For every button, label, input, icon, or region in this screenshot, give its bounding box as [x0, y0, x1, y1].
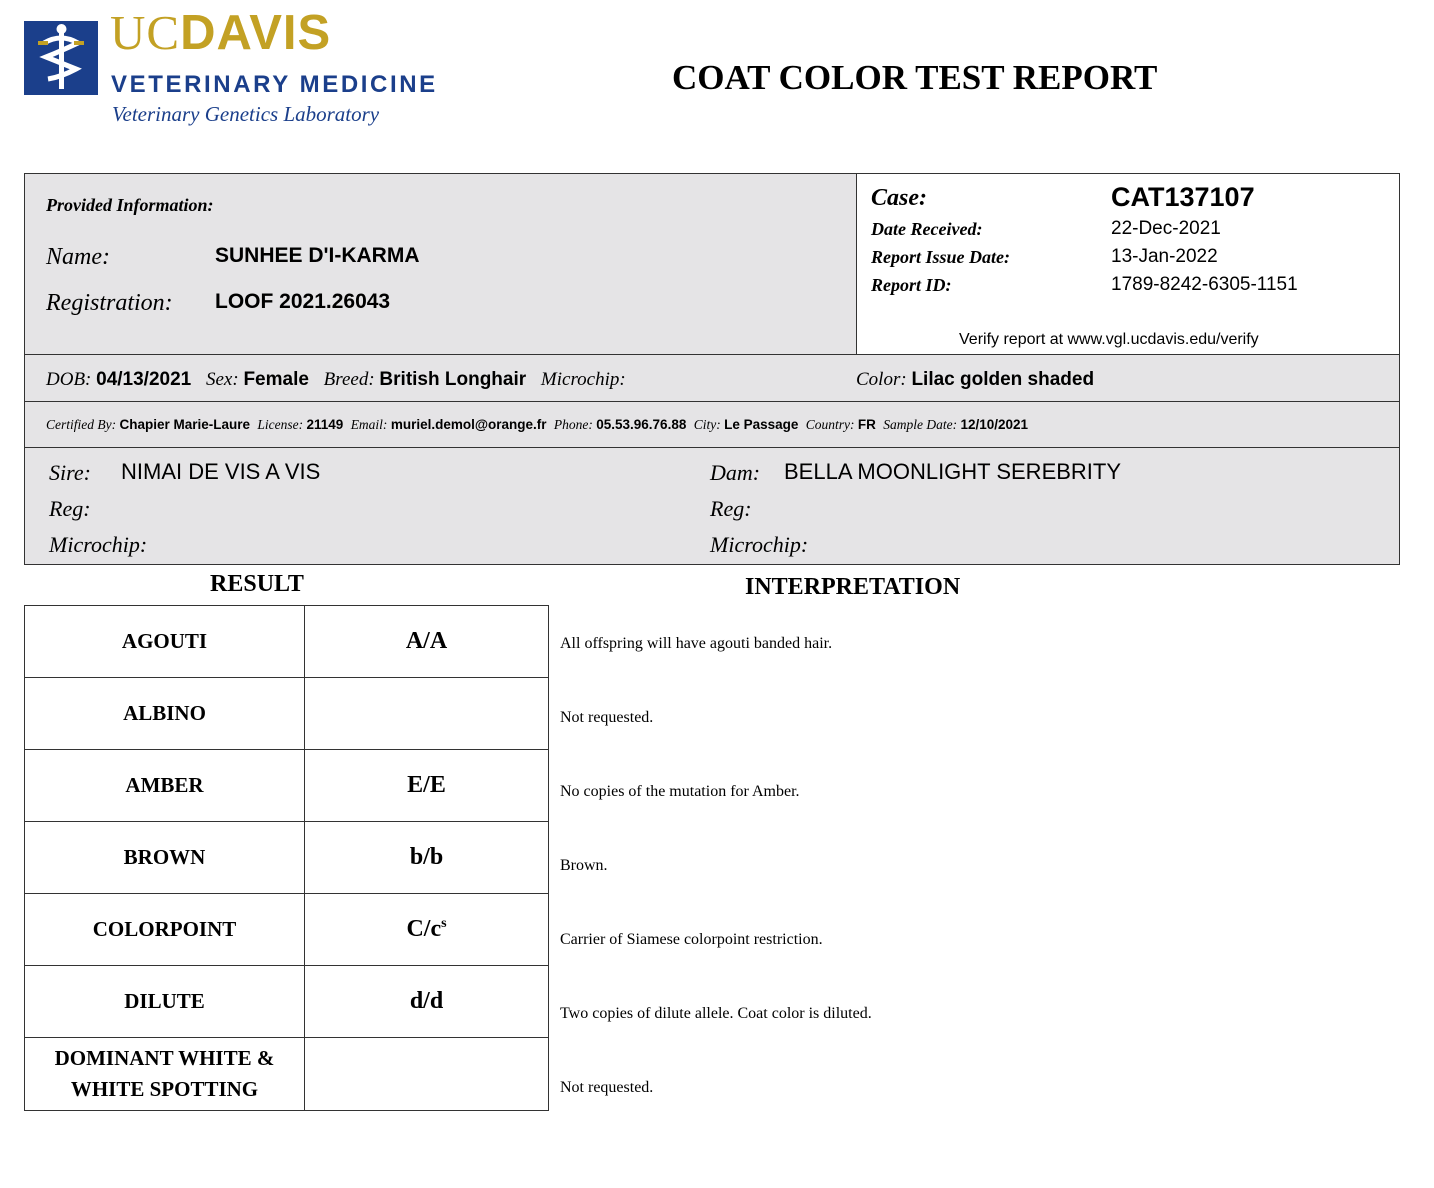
table-row — [25, 894, 549, 966]
interpretation-text: Carrier of Siamese colorpoint restriction. — [560, 931, 823, 948]
sex-label: Sex: — [205, 369, 239, 390]
city-label: City: — [693, 417, 721, 432]
certification-details — [46, 418, 1028, 432]
certified-by-value: Chapier Marie-Laure — [119, 417, 251, 432]
case-label: Case: — [871, 185, 927, 211]
genotype — [305, 678, 549, 750]
interpretation-text: No copies of the mutation for Amber. — [560, 783, 800, 800]
genotype — [305, 894, 549, 966]
phone-label: Phone: — [553, 417, 593, 432]
genotype: E/E — [305, 750, 549, 822]
dob-value: 04/13/2021 — [96, 369, 192, 390]
table-row — [25, 606, 549, 678]
email-label: Email: — [350, 417, 388, 432]
breed-label: Breed: — [323, 369, 375, 390]
genotype-superscript: s — [441, 916, 447, 931]
sample-date-value: 12/10/2021 — [960, 417, 1029, 432]
gene-name: ALBINO — [25, 678, 305, 750]
gene-name: AMBER — [25, 750, 305, 822]
name-label: Name: — [46, 244, 110, 270]
gene-name: DOMINANT WHITE & WHITE SPOTTING — [25, 1038, 305, 1111]
country-value: FR — [857, 417, 876, 432]
report-id-label: Report ID: — [871, 275, 952, 295]
table-row — [25, 966, 549, 1038]
dob-label: DOB: — [46, 369, 92, 390]
sire-label: Sire: — [49, 460, 91, 485]
sire-value: NIMAI DE VIS A VIS — [121, 459, 321, 484]
country-label: Country: — [805, 417, 855, 432]
city-value: Le Passage — [724, 417, 799, 432]
dam-microchip-label: Microchip: — [710, 532, 809, 557]
interpretation-heading: INTERPRETATION — [745, 574, 961, 600]
logo-wordmark: UCDAVIS — [110, 5, 332, 60]
license-value: 21149 — [306, 417, 344, 432]
dam-label: Dam: — [710, 460, 761, 485]
sample-date-label: Sample Date: — [883, 417, 958, 432]
logo-lab-name: Veterinary Genetics Laboratory — [112, 102, 380, 126]
gene-name: BROWN — [25, 822, 305, 894]
dam-reg-label: Reg: — [710, 496, 752, 521]
animal-details — [46, 370, 626, 389]
result-heading: RESULT — [210, 571, 304, 597]
color-value: Lilac golden shaded — [911, 369, 1095, 390]
sex-value: Female — [243, 369, 309, 390]
result-table — [24, 605, 549, 1111]
genotype: A/A — [305, 606, 549, 678]
genotype — [305, 1038, 549, 1111]
animal-name: SUNHEE D'I-KARMA — [215, 244, 420, 267]
table-row — [25, 678, 549, 750]
report-issue-date-label: Report Issue Date: — [871, 247, 1010, 267]
gene-name: COLORPOINT — [25, 894, 305, 966]
logo-school-name: VETERINARY MEDICINE — [111, 71, 438, 98]
table-row — [25, 822, 549, 894]
table-row — [25, 750, 549, 822]
date-received-value: 22-Dec-2021 — [1111, 218, 1221, 239]
dam-value: BELLA MOONLIGHT SEREBRITY — [784, 459, 1122, 484]
registration-value: LOOF 2021.26043 — [215, 290, 391, 313]
certified-by-label: Certified By: — [46, 417, 117, 432]
sire-microchip-label: Microchip: — [49, 532, 148, 557]
page-title: COAT COLOR TEST REPORT — [672, 58, 1158, 97]
gene-name: AGOUTI — [25, 606, 305, 678]
report-issue-date-value: 13-Jan-2022 — [1111, 246, 1218, 267]
interpretation-text: All offspring will have agouti banded hair. — [560, 635, 833, 652]
gene-name: DILUTE — [25, 966, 305, 1038]
date-received-label: Date Received: — [871, 219, 983, 239]
email-value: muriel.demol@orange.fr — [390, 417, 547, 432]
interpretation-text: Brown. — [560, 857, 608, 874]
ucdavis-logo-emblem — [24, 21, 98, 95]
report-id-value: 1789-8242-6305-1151 — [1111, 274, 1298, 295]
interpretation-text: Two copies of dilute allele. Coat color is diluted. — [560, 1005, 872, 1022]
verify-link-text: Verify report at www.vgl.ucdavis.edu/verify — [959, 331, 1259, 348]
phone-value: 05.53.96.76.88 — [596, 417, 687, 432]
table-row — [25, 1038, 549, 1111]
case-number: CAT137107 — [1111, 182, 1255, 212]
genotype: d/d — [305, 966, 549, 1038]
license-label: License: — [257, 417, 304, 432]
microchip-label: Microchip: — [540, 369, 626, 390]
interpretation-text: Not requested. — [560, 709, 654, 726]
genotype: b/b — [305, 822, 549, 894]
color-field — [856, 370, 1094, 389]
registration-label: Registration: — [46, 290, 173, 316]
genotype-base: C/c — [406, 916, 442, 942]
caduceus-icon — [24, 21, 98, 95]
breed-value: British Longhair — [379, 369, 527, 390]
interpretation-text: Not requested. — [560, 1079, 654, 1096]
sire-reg-label: Reg: — [49, 496, 91, 521]
color-label: Color: — [856, 369, 907, 390]
provided-info-heading: Provided Information: — [46, 195, 214, 215]
